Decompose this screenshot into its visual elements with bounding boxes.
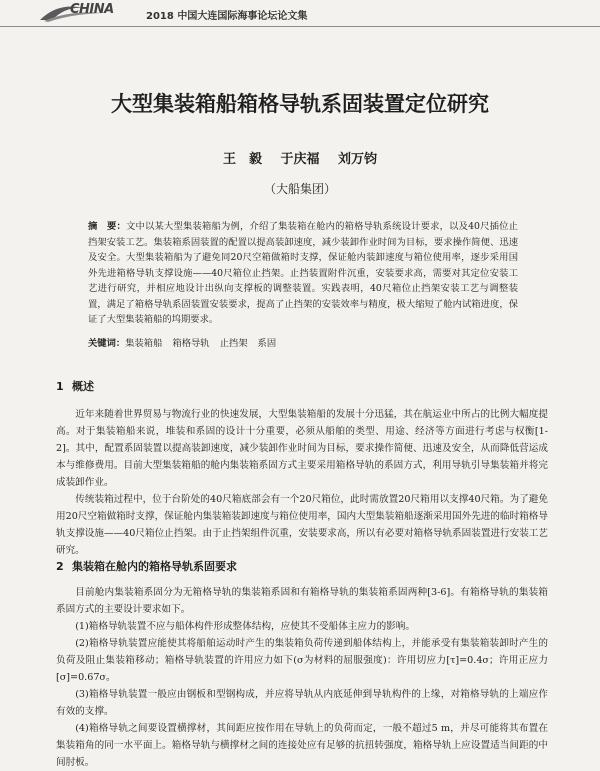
- abstract-label: 摘 要：: [88, 221, 127, 232]
- section-number: 2: [56, 560, 64, 573]
- author-name: 于庆福: [280, 152, 320, 167]
- paragraph: (4)箱格导轨之间要设置横撑材，其间距应按作用在导轨上的负荷而定，一般不超过5 m，并尽可能将其布置在集装箱角的同一水平面上。箱格导轨与横撑材之间的连接处应有足够的抗扭转强度，箱格导轨上应设置适当间距的中间肘板。: [56, 723, 548, 768]
- running-head: 2018 中国大连国际海事论坛论文集: [146, 11, 308, 22]
- keyword: 止挡架: [219, 338, 248, 349]
- keyword: 集装箱船: [125, 338, 163, 349]
- keyword: 系固: [257, 338, 277, 349]
- section-title: 概述: [72, 380, 94, 393]
- author-name: 王 毅: [222, 152, 262, 167]
- keyword: 箱格导轨: [172, 338, 210, 349]
- section-body: [56, 406, 548, 559]
- paragraph: (3)箱格导轨装置一般应由钢板和型钢构成，并应将导轨从内底延伸到导轨构件的上缘，对箱格导轨的上端应作有效的支撑。: [56, 689, 548, 717]
- paragraph: (2)箱格导轨装置应能使其将船舶运动时产生的集装箱负荷传递到船体结构上，并能承受有集装箱装卸时产生的负荷及阻止集装箱移动；箱格导轨装置的许用应力如下(σ为材料的屈服强度)：许用切应力[τ]=0.4σ；许用正应力[σ]=0.67σ。: [56, 638, 548, 683]
- abstract: [88, 219, 518, 328]
- author-list: [0, 148, 600, 167]
- section-body: [56, 584, 548, 771]
- page-header: [0, 0, 600, 27]
- author-name: 刘万钧: [338, 152, 378, 167]
- section-number: 1: [56, 380, 64, 393]
- affiliation: （大船集团）: [263, 182, 336, 196]
- china-logo: [40, 0, 126, 22]
- keywords-label: 关键词：: [88, 338, 126, 349]
- section-heading: [56, 378, 94, 394]
- logo-text: CHINA: [70, 2, 114, 17]
- paper-title: 大型集装箱船箱格导轨系固装置定位研究: [111, 92, 489, 116]
- paragraph: 目前舱内集装箱系固分为无箱格导轨的集装箱系固和有箱格导轨的集装箱系固两种[3-6]。有箱格导轨的集装箱系固方式的主要设计要求如下。: [56, 587, 548, 615]
- paragraph: 传统装箱过程中，位于台阶处的40尺箱底部会有一个20尺箱位，此时需放置20尺箱用以支撑40尺箱。为了避免用20尺空箱做箱时支撑，保证舱内集装箱装卸速度与箱位使用率，国内大型集装箱船逐渐采用国外先进的临时箱格导轨支撑设施——40尺箱位止挡架。由于止挡架组件沉重，安装要求高，所以有必要对箱格导轨系固装置进行安装工艺研究。: [56, 494, 548, 556]
- paragraph: 近年来随着世界贸易与物流行业的快速发展，大型集装箱船的发展十分迅猛，其在航运业中所占的比例大幅度提高。对于集装箱船来说，堆装和系固的设计十分重要，必须从船舶的类型、用途、经济等方面进行考虑与权衡[1-2]。其中，配置系固装置以提高装卸速度，减少装卸作业时间为目标，要求操作简便、迅速及安全，从而降低营运成本与维修费用。目前大型集装箱船的舱内集装箱系固方式主要采用箱格导轨的系固方式，利用导轨引导集装箱并将完成装卸作业。: [56, 409, 548, 488]
- keywords: [88, 336, 518, 352]
- paragraph: (1)箱格导轨装置不应与船体构件形成整体结构，应使其不受船体主应力的影响。: [75, 621, 415, 632]
- section-title: 集装箱在舱内的箱格导轨系固要求: [72, 560, 237, 573]
- section-heading: [56, 558, 237, 574]
- abstract-text: 文中以某大型集装箱船为例，介绍了集装箱在舱内的箱格导轨系统设计要求，以及40尺插位止挡架安装工艺。集装箱系固装置的配置以提高装卸速度，减少装卸作业时间为目标，要求操作简便、迅速及安全。大型集装箱船为了避免同20尺空箱做箱时支撑，保证舱内装卸速度与箱位使用率，逐步采用国外先进箱格导轨支撑设施——40尺箱位止挡架。止挡装置附件沉重，安装要求高，需要对其定位安装工艺进行研究，并相应地设计出纵向支撑板的调整装置。实践表明，40尺箱位止挡架安装工艺与调整装置，满足了箱格导轨系固装置安装要求，提高了止挡架的安装效率与精度，极大缩短了舱内试箱进度，保证了大型集装箱船的坞期要求。: [88, 221, 518, 325]
